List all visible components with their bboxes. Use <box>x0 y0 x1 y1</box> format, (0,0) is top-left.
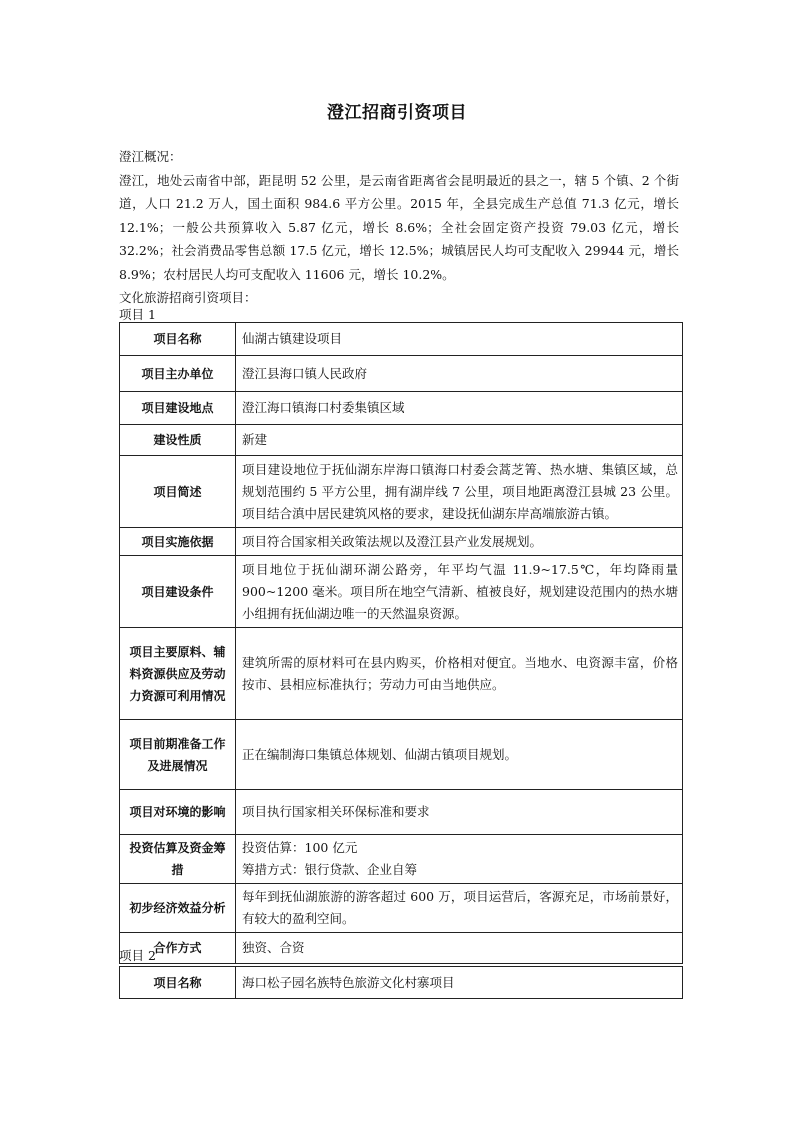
row-key: 项目实施依据 <box>120 528 236 556</box>
row-key: 项目建设条件 <box>120 556 236 628</box>
overview-section <box>119 145 679 310</box>
table-row <box>120 628 683 720</box>
row-key: 合作方式 <box>120 933 236 964</box>
row-value: 每年到抚仙湖旅游的游客超过 600 万，项目运营后，客源充足，市场前景好，有较大的盈利空间。 <box>236 884 683 933</box>
row-key: 项目对环境的影响 <box>120 790 236 835</box>
table-row <box>120 356 683 392</box>
row-value: 澄江县海口镇人民政府 <box>236 356 683 392</box>
table-row <box>120 884 683 933</box>
row-value: 项目符合国家相关政策法规以及澄江县产业发展规划。 <box>236 528 683 556</box>
row-value: 仙湖古镇建设项目 <box>236 323 683 356</box>
row-value: 项目建设地位于抚仙湖东岸海口镇海口村委会蒿芝箐、热水塘、集镇区域，总规划范围约 5 平方公里，拥有湖岸线 7 公里，项目地距离澄江县城 23 公里。项目结合滇中居民建筑风格的要求，建设抚仙湖东岸高端旅游古镇。 <box>236 456 683 528</box>
row-value: 澄江海口镇海口村委集镇区域 <box>236 392 683 425</box>
project1-table <box>119 322 683 964</box>
page-title: 澄江招商引资项目 <box>327 103 467 123</box>
overview-heading: 澄江概况： <box>119 149 182 164</box>
row-value: 项目执行国家相关环保标准和要求 <box>236 790 683 835</box>
table-row <box>120 790 683 835</box>
row-key: 项目建设地点 <box>120 392 236 425</box>
row-value: 独资、合资 <box>236 933 683 964</box>
row-key: 项目名称 <box>120 967 236 999</box>
row-key: 初步经济效益分析 <box>120 884 236 933</box>
row-key: 项目主要原料、辅料资源供应及劳动力资源可利用情况 <box>120 628 236 720</box>
row-value: 项目地位于抚仙湖环湖公路旁，年平均气温 11.9~17.5℃，年均降雨量 900~1200 毫米。项目所在地空气清新、植被良好，规划建设范围内的热水塘小组拥有抚仙湖边唯一的天然温泉资源。 <box>236 556 683 628</box>
row-key: 项目名称 <box>120 323 236 356</box>
table-row <box>120 835 683 884</box>
row-value: 建筑所需的原材料可在县内购买，价格相对便宜。当地水、电资源丰富，价格按市、县相应标准执行；劳动力可由当地供应。 <box>236 628 683 720</box>
table-row <box>120 556 683 628</box>
overview-subheading: 文化旅游招商引资项目： <box>119 290 257 305</box>
row-value <box>236 835 683 884</box>
table-row <box>120 720 683 790</box>
investment-estimate: 投资估算：100 亿元 <box>242 840 358 855</box>
table-row <box>120 967 683 999</box>
row-key: 项目简述 <box>120 456 236 528</box>
row-key: 项目主办单位 <box>120 356 236 392</box>
financing-method: 筹措方式：银行贷款、企业自筹 <box>242 862 418 877</box>
row-key: 建设性质 <box>120 425 236 456</box>
row-value: 正在编制海口集镇总体规划、仙湖古镇项目规划。 <box>236 720 683 790</box>
table-row <box>120 392 683 425</box>
project2-label: 项目 2 <box>119 948 156 963</box>
row-value: 新建 <box>236 425 683 456</box>
table-row <box>120 528 683 556</box>
row-key: 投资估算及资金筹措 <box>120 835 236 884</box>
row-value: 海口松子园名族特色旅游文化村寨项目 <box>236 967 683 999</box>
project1-label: 项目 1 <box>119 307 156 322</box>
table-row <box>120 933 683 964</box>
table-row <box>120 425 683 456</box>
project2-table <box>119 966 683 999</box>
table-row <box>120 456 683 528</box>
overview-body: 澄江，地处云南省中部，距昆明 52 公里，是云南省距离省会昆明最近的县之一，辖 5 个镇、2 个街道，人口 21.2 万人，国土面积 984.6 平方公里。2015 年，全县完成生产总值 71.3 亿元，增长 12.1%；一般公共预算收入 5.87 亿元，增长 8.6%；全社会固定资产投资 79.03 亿元，增长 32.2%；社会消费品零售总额 17.5 亿元，增长 12.5%；城镇居民人均可支配收入 29944 元，增长 8.9%；农村居民人均可支配收入 11606 元，增长 10.2%。 <box>119 172 679 282</box>
row-key: 项目前期准备工作及进展情况 <box>120 720 236 790</box>
table-row <box>120 323 683 356</box>
